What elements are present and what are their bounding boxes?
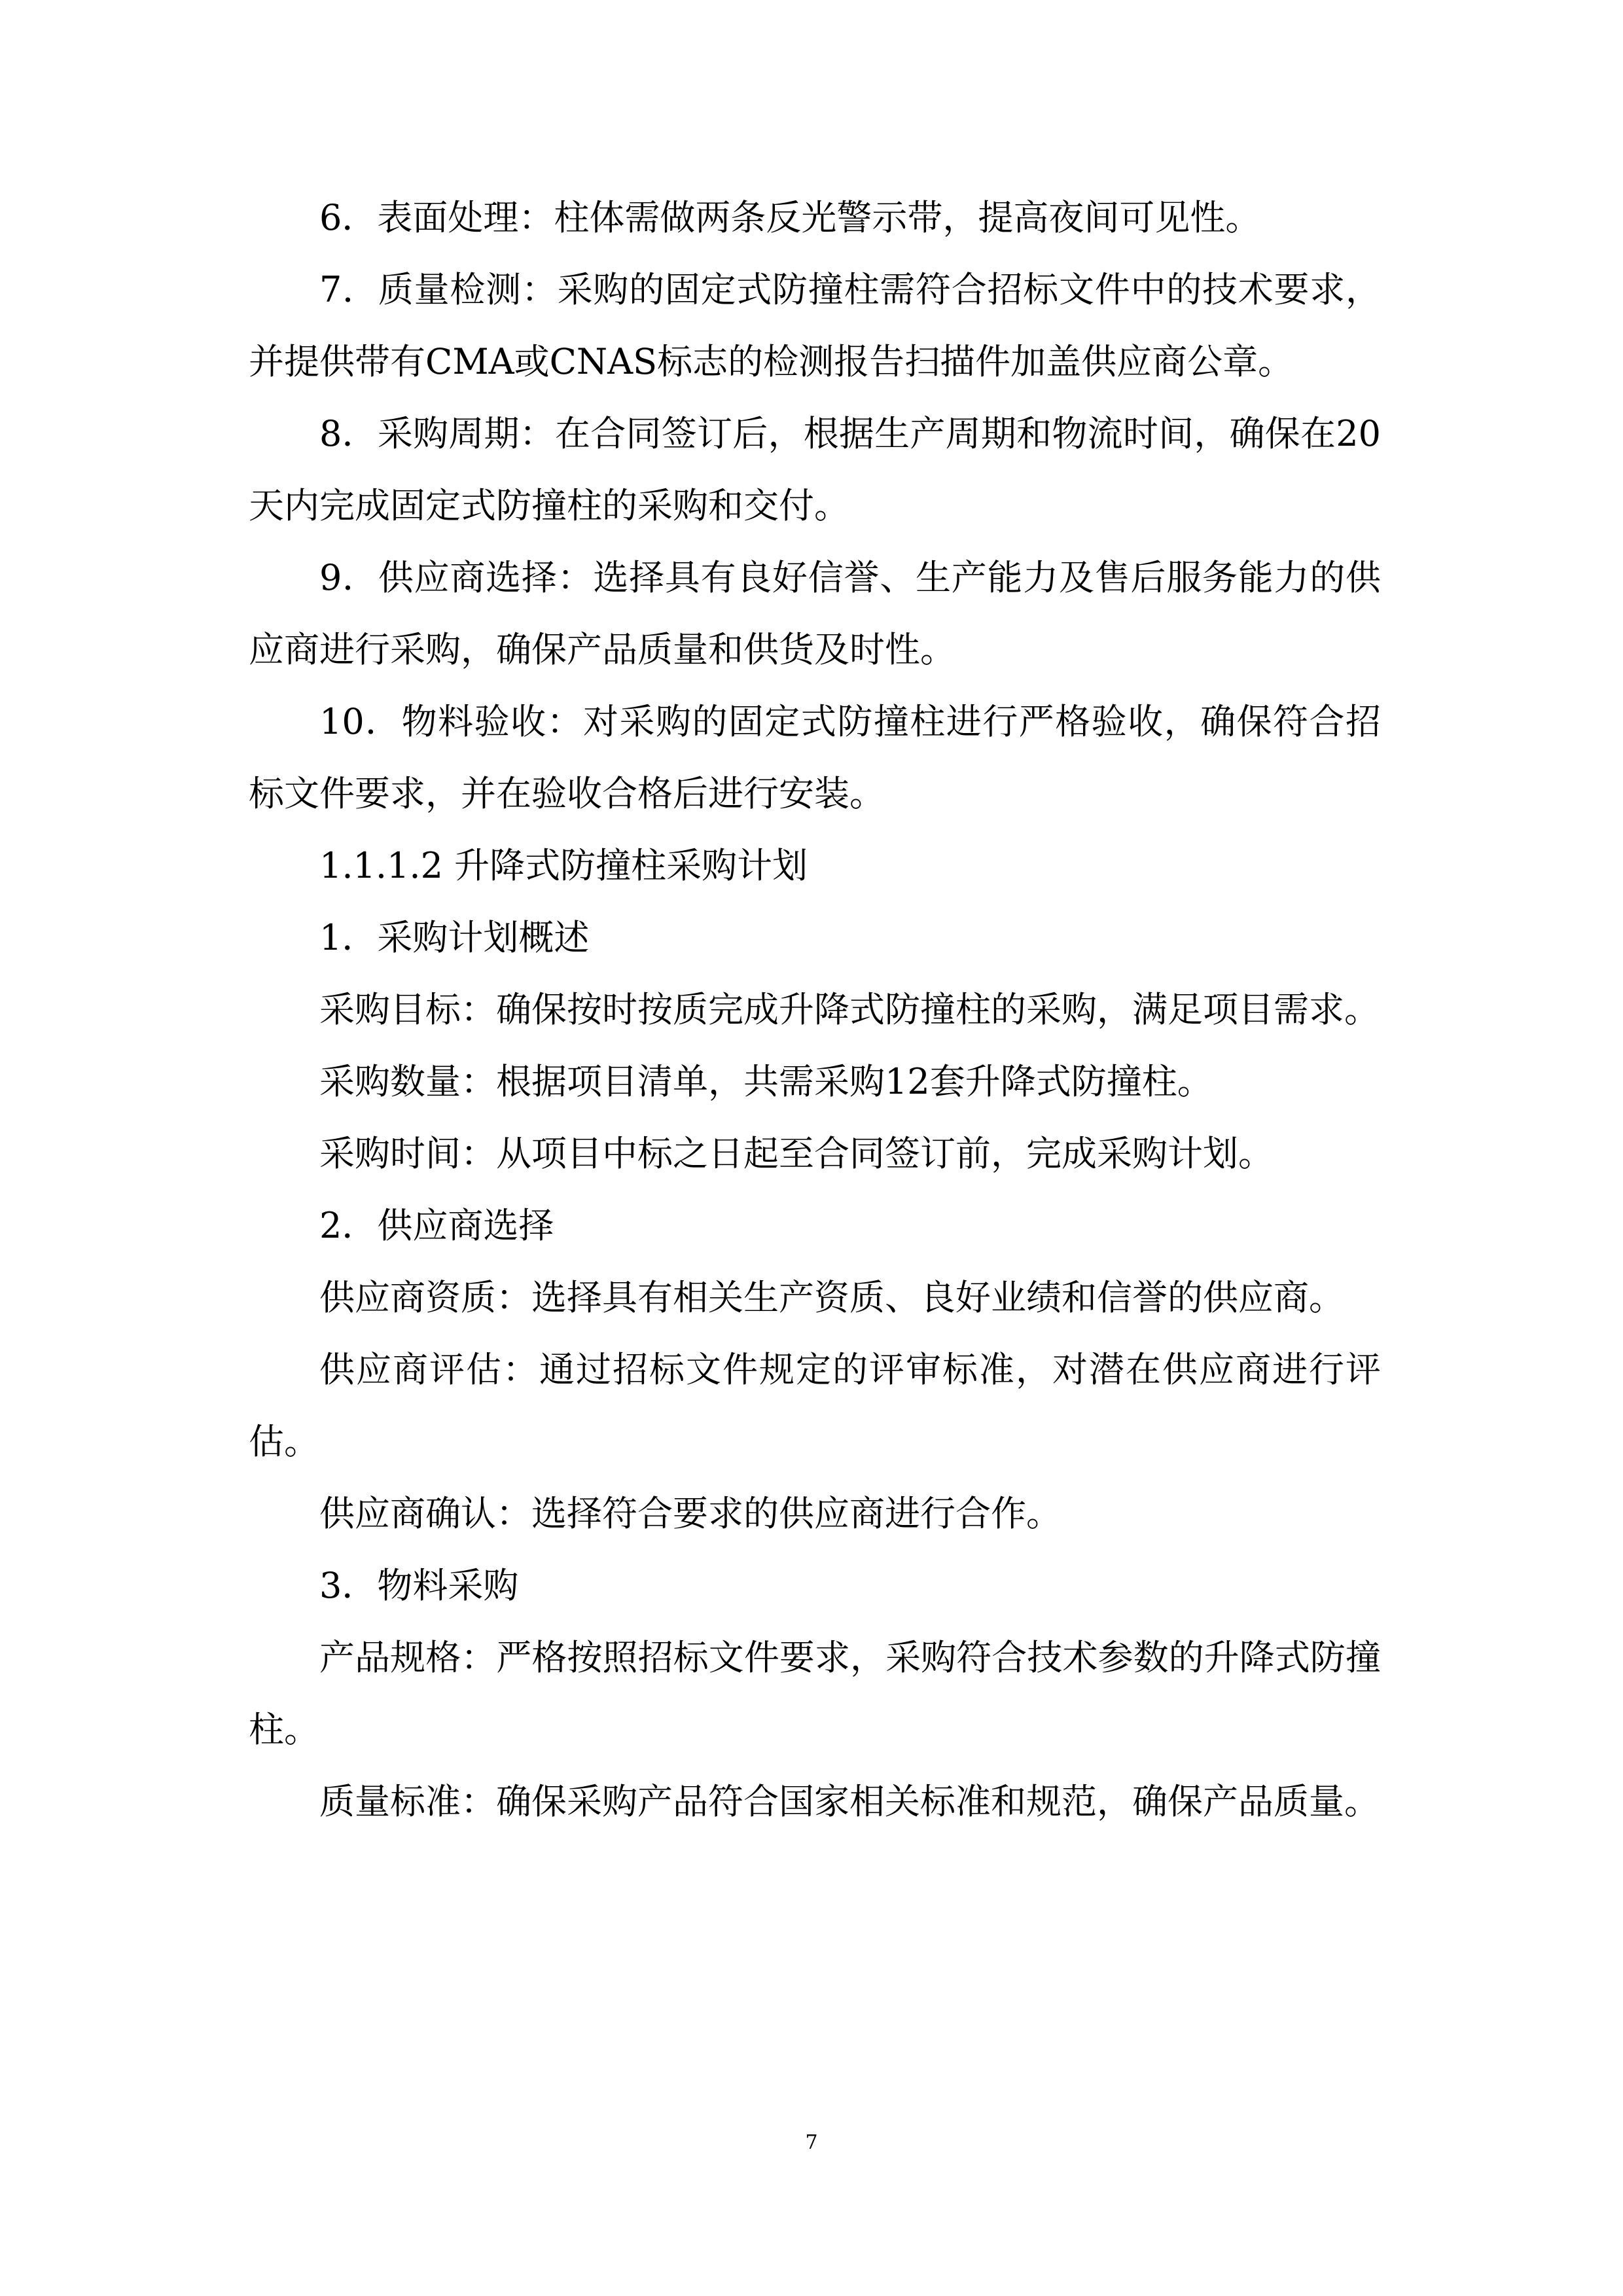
paragraph-product-specification: 产品规格：严格按照招标文件要求，采购符合技术参数的升降式防撞柱。 (249, 1637, 1381, 1750)
paragraph-supplier-selection: 9．供应商选择：选择具有良好信誉、生产能力及售后服务能力的供应商进行采购，确保产品质量和供货及时性。 (249, 557, 1381, 670)
paragraph-procurement-goal: 采购目标：确保按时按质完成升降式防撞柱的采购，满足项目需求。 (319, 989, 1380, 1030)
page-number: 7 (805, 2131, 818, 2154)
paragraph-procurement-time: 采购时间：从项目中标之日起至合同签订前，完成采购计划。 (319, 1133, 1274, 1174)
subheading-supplier-selection: 2．供应商选择 (319, 1205, 554, 1246)
paragraph-quality-standard: 质量标准：确保采购产品符合国家相关标准和规范，确保产品质量。 (319, 1781, 1380, 1822)
paragraph-supplier-evaluation: 供应商评估：通过招标文件规定的评审标准，对潜在供应商进行评估。 (249, 1349, 1381, 1462)
paragraph-material-acceptance: 10．物料验收：对采购的固定式防撞柱进行严格验收，确保符合招标文件要求，并在验收合格后进行安装。 (249, 701, 1381, 814)
paragraph-quality-inspection: 7．质量检测：采购的固定式防撞柱需符合招标文件中的技术要求，并提供带有CMA或CNAS标志的检测报告扫描件加盖供应商公章。 (249, 269, 1381, 382)
subheading-plan-overview: 1．采购计划概述 (319, 917, 590, 958)
paragraph-procurement-cycle: 8．采购周期：在合同签订后，根据生产周期和物流时间，确保在20天内完成固定式防撞柱的采购和交付。 (249, 413, 1381, 526)
paragraph-surface-treatment: 6．表面处理：柱体需做两条反光警示带，提高夜间可见性。 (319, 197, 1261, 238)
subheading-material-procurement: 3．物料采购 (319, 1565, 519, 1606)
paragraph-procurement-quantity: 采购数量：根据项目清单，共需采购12套升降式防撞柱。 (319, 1061, 1213, 1102)
section-heading-lifting-bollard-plan: 1.1.1.2 升降式防撞柱采购计划 (319, 845, 808, 886)
document-body (249, 182, 1381, 1838)
paragraph-supplier-confirmation: 供应商确认：选择符合要求的供应商进行合作。 (319, 1493, 1061, 1534)
paragraph-supplier-qualification: 供应商资质：选择具有相关生产资质、良好业绩和信誉的供应商。 (319, 1277, 1344, 1318)
